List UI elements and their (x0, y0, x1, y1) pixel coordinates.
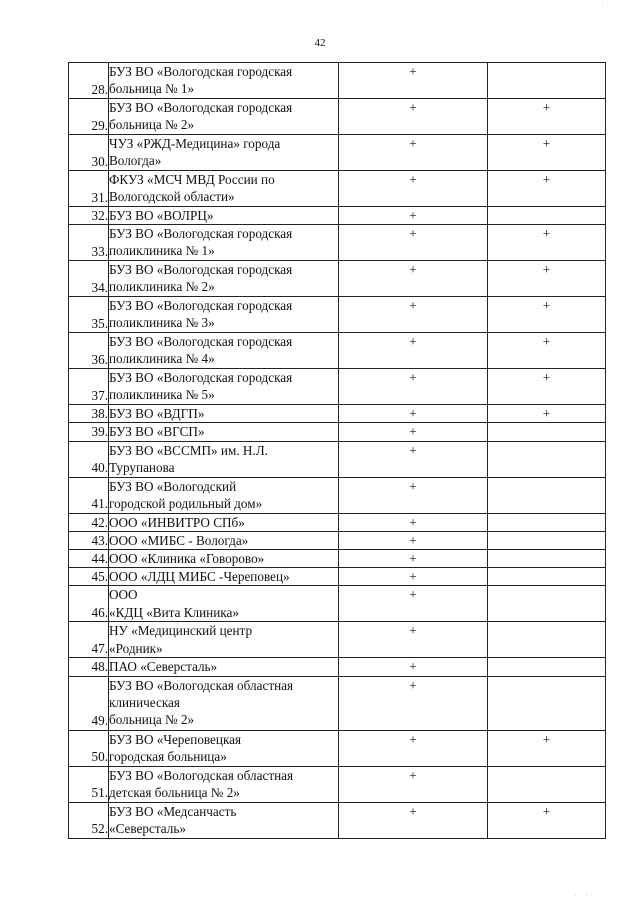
mark-column-b (488, 676, 606, 730)
row-number: 39. (69, 423, 109, 441)
mark-column-a: + (339, 550, 488, 568)
table-row (69, 676, 606, 730)
mark-column-a: + (339, 622, 488, 658)
mark-column-a: + (339, 333, 488, 369)
mark-column-b (488, 423, 606, 441)
institution-name: ФКУЗ «МСЧ МВД России по Вологодской области» (109, 171, 339, 207)
mark-column-a: + (339, 658, 488, 676)
institution-name: БУЗ ВО «Вологодская городская поликлиника № 1» (109, 225, 339, 261)
mark-column-a: + (339, 766, 488, 802)
mark-column-b (488, 550, 606, 568)
mark-column-b (488, 622, 606, 658)
mark-column-b (488, 531, 606, 549)
institution-name: ООО «ЛДЦ МИБС -Череповец» (109, 568, 339, 586)
mark-column-b (488, 513, 606, 531)
mark-column-a: + (339, 441, 488, 477)
table-row (69, 369, 606, 405)
row-number: 28. (69, 63, 109, 99)
mark-column-b (488, 63, 606, 99)
mark-column-a: + (339, 297, 488, 333)
institution-name: БУЗ ВО «ВССМП» им. Н.Л. Турупанова (109, 441, 339, 477)
row-number: 33. (69, 225, 109, 261)
institution-name: БУЗ ВО «Вологодская городская поликлиника № 3» (109, 297, 339, 333)
table-row (69, 297, 606, 333)
table-row (69, 477, 606, 513)
mark-column-a: + (339, 513, 488, 531)
mark-column-b (488, 207, 606, 225)
institution-name: БУЗ ВО «ВОЛРЦ» (109, 207, 339, 225)
institution-name: НУ «Медицинский центр «Родник» (109, 622, 339, 658)
row-number: 38. (69, 405, 109, 423)
institution-name: ПАО «Северсталь» (109, 658, 339, 676)
table-row (69, 99, 606, 135)
mark-column-a: + (339, 802, 488, 838)
institution-name: ООО «КДЦ «Вита Клиника» (109, 586, 339, 622)
mark-column-a: + (339, 423, 488, 441)
row-number: 41. (69, 477, 109, 513)
row-number: 47. (69, 622, 109, 658)
table-row (69, 586, 606, 622)
mark-column-b: + (488, 730, 606, 766)
row-number: 48. (69, 658, 109, 676)
table-row (69, 441, 606, 477)
mark-column-b: + (488, 333, 606, 369)
table-row (69, 333, 606, 369)
row-number: 51. (69, 766, 109, 802)
institution-name: БУЗ ВО «Вологодский городской родильный дом» (109, 477, 339, 513)
table-row (69, 423, 606, 441)
row-number: 43. (69, 531, 109, 549)
table-row (69, 531, 606, 549)
table-row (69, 658, 606, 676)
row-number: 46. (69, 586, 109, 622)
row-number: 35. (69, 297, 109, 333)
mark-column-a: + (339, 586, 488, 622)
institution-name: БУЗ ВО «Медсанчасть «Северсталь» (109, 802, 339, 838)
row-number: 34. (69, 261, 109, 297)
table-row (69, 802, 606, 838)
mark-column-b: + (488, 297, 606, 333)
mark-column-a: + (339, 135, 488, 171)
mark-column-b (488, 441, 606, 477)
institution-name: БУЗ ВО «Вологодская областная клиническая больница № 2» (109, 676, 339, 730)
mark-column-b: + (488, 405, 606, 423)
institution-name: БУЗ ВО «Вологодская областная детская больница № 2» (109, 766, 339, 802)
mark-column-b (488, 586, 606, 622)
mark-column-a: + (339, 369, 488, 405)
mark-column-b (488, 477, 606, 513)
table-row (69, 171, 606, 207)
table-row (69, 63, 606, 99)
mark-column-a: + (339, 676, 488, 730)
table-row (69, 207, 606, 225)
row-number: 32. (69, 207, 109, 225)
row-number: 36. (69, 333, 109, 369)
institution-name: БУЗ ВО «Вологодская городская поликлиника № 4» (109, 333, 339, 369)
table-row (69, 261, 606, 297)
institution-name: ООО «МИБС - Вологда» (109, 531, 339, 549)
table-row (69, 568, 606, 586)
mark-column-b: + (488, 99, 606, 135)
row-number: 37. (69, 369, 109, 405)
institution-name: БУЗ ВО «ВГСП» (109, 423, 339, 441)
page-number: 42 (314, 37, 326, 49)
mark-column-b: + (488, 171, 606, 207)
mark-column-a: + (339, 730, 488, 766)
table-row (69, 225, 606, 261)
table-row (69, 513, 606, 531)
scan-footer-mark: · · · · (574, 893, 594, 899)
table-row (69, 622, 606, 658)
row-number: 49. (69, 676, 109, 730)
row-number: 40. (69, 441, 109, 477)
institution-name: БУЗ ВО «Вологодская городская больница № 2» (109, 99, 339, 135)
institution-name: БУЗ ВО «ВДГП» (109, 405, 339, 423)
institution-name: БУЗ ВО «Вологодская городская поликлиника № 5» (109, 369, 339, 405)
mark-column-b: + (488, 802, 606, 838)
mark-column-a: + (339, 477, 488, 513)
mark-column-b (488, 766, 606, 802)
row-number: 31. (69, 171, 109, 207)
institution-name: БУЗ ВО «Череповецкая городская больница» (109, 730, 339, 766)
institution-name: ООО «ИНВИТРО СПб» (109, 513, 339, 531)
mark-column-a: + (339, 531, 488, 549)
mark-column-a: + (339, 99, 488, 135)
mark-column-b (488, 568, 606, 586)
institution-name: ЧУЗ «РЖД-Медицина» города Вологда» (109, 135, 339, 171)
scan-corner-mark: · · · (596, 0, 610, 6)
row-number: 52. (69, 802, 109, 838)
mark-column-a: + (339, 261, 488, 297)
mark-column-b: + (488, 135, 606, 171)
table-row (69, 730, 606, 766)
mark-column-a: + (339, 207, 488, 225)
mark-column-b (488, 658, 606, 676)
mark-column-a: + (339, 225, 488, 261)
table-row (69, 766, 606, 802)
table-body (69, 63, 606, 839)
institution-name: БУЗ ВО «Вологодская городская поликлиника № 2» (109, 261, 339, 297)
mark-column-b: + (488, 225, 606, 261)
table-row (69, 550, 606, 568)
row-number: 42. (69, 513, 109, 531)
row-number: 29. (69, 99, 109, 135)
mark-column-a: + (339, 171, 488, 207)
mark-column-a: + (339, 568, 488, 586)
row-number: 30. (69, 135, 109, 171)
table-row (69, 405, 606, 423)
institutions-table (68, 62, 606, 839)
row-number: 45. (69, 568, 109, 586)
row-number: 44. (69, 550, 109, 568)
table-row (69, 135, 606, 171)
row-number: 50. (69, 730, 109, 766)
institution-name: ООО «Клиника «Говорово» (109, 550, 339, 568)
mark-column-a: + (339, 405, 488, 423)
institution-name: БУЗ ВО «Вологодская городская больница № 1» (109, 63, 339, 99)
mark-column-b: + (488, 261, 606, 297)
mark-column-a: + (339, 63, 488, 99)
mark-column-b: + (488, 369, 606, 405)
